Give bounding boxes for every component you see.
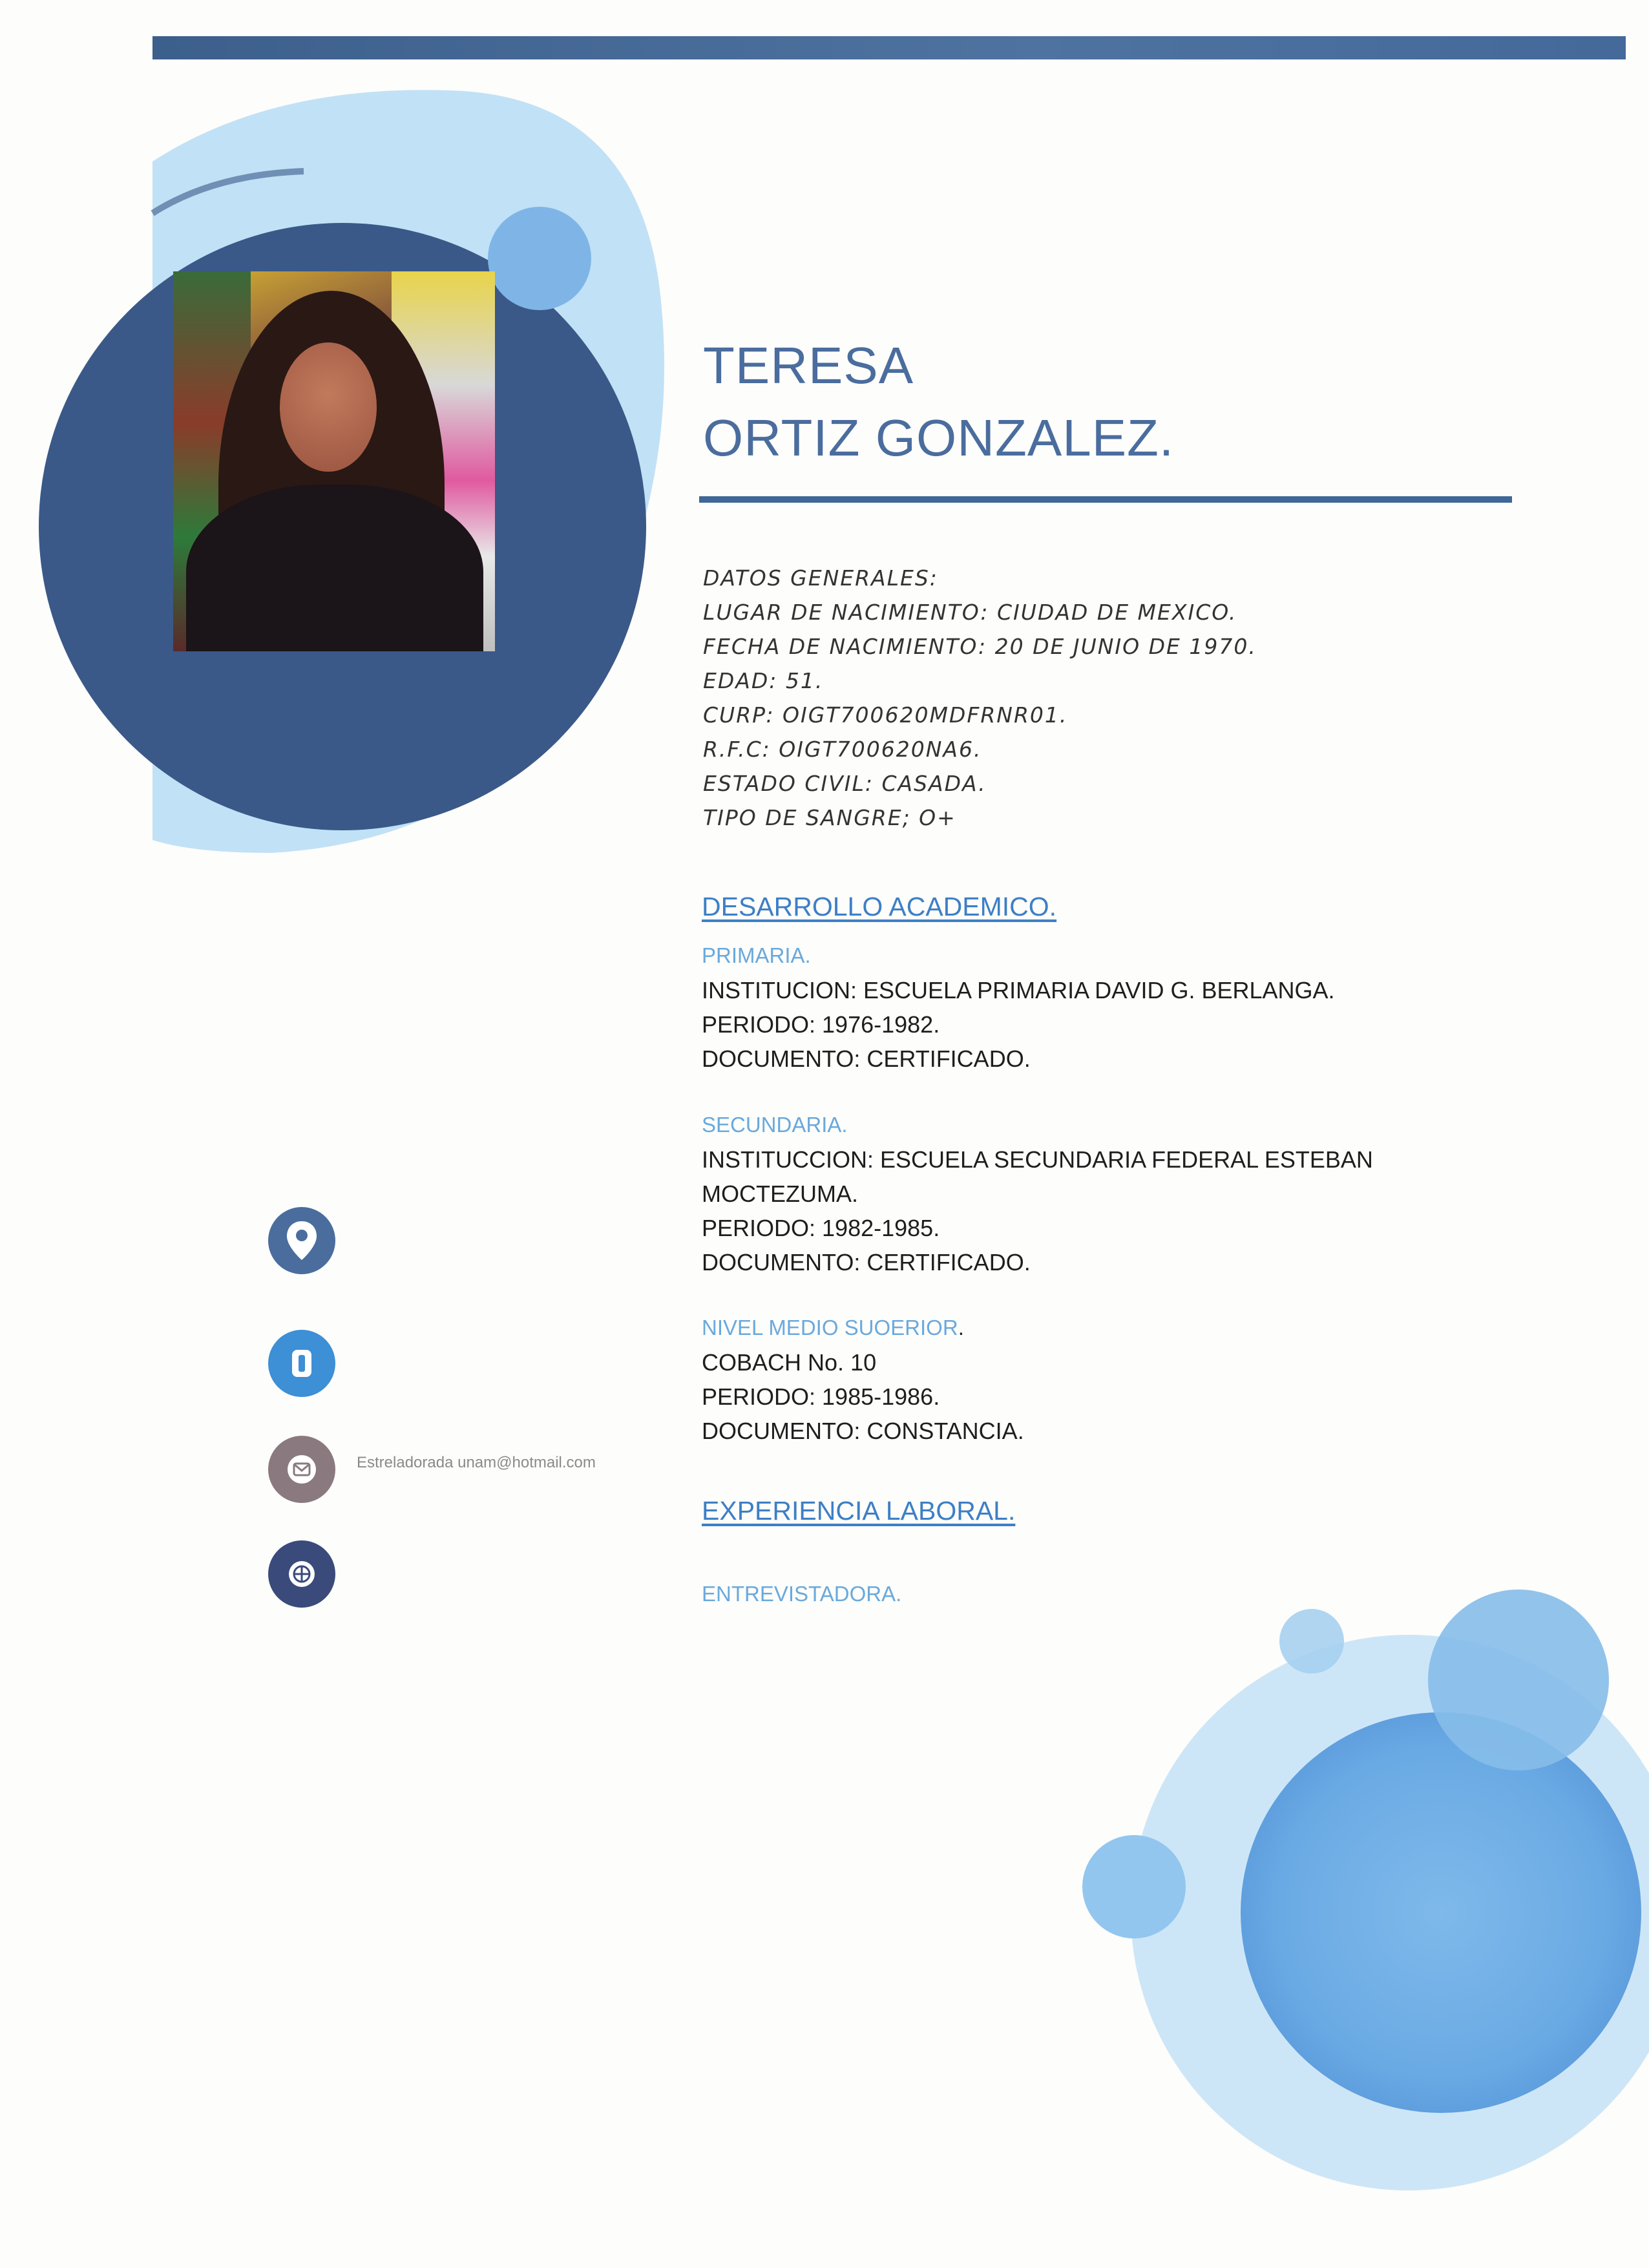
general-line: LUGAR DE NACIMIENTO: CIUDAD DE MEXICO. xyxy=(703,600,1237,625)
general-line: EDAD: 51. xyxy=(703,668,824,693)
bottom-left-circle xyxy=(1082,1835,1186,1938)
medio-line: PERIODO: 1985-1986. xyxy=(702,1383,940,1410)
email-icon xyxy=(268,1436,335,1503)
bottom-big-circle xyxy=(1241,1712,1641,2113)
name-underline xyxy=(699,496,1512,503)
medio-label-period: . xyxy=(958,1316,964,1339)
email-address[interactable]: Estreladorada unam@hotmail.com xyxy=(357,1454,596,1471)
general-line: R.F.C: OIGT700620NA6. xyxy=(703,737,982,762)
primaria-line: PERIODO: 1976-1982. xyxy=(702,1011,940,1038)
primaria-line: INSTITUCION: ESCUELA PRIMARIA DAVID G. BERLANGA. xyxy=(702,977,1335,1003)
secundaria-line: PERIODO: 1982-1985. xyxy=(702,1215,940,1241)
bottom-tiny-circle xyxy=(1279,1609,1344,1674)
web-icon xyxy=(268,1540,335,1608)
medio-line: DOCUMENTO: CONSTANCIA. xyxy=(702,1418,1024,1444)
location-icon xyxy=(268,1207,335,1274)
primaria-line: DOCUMENTO: CERTIFICADO. xyxy=(702,1045,1031,1072)
profile-photo xyxy=(173,271,495,651)
last-name: ORTIZ GONZALEZ. xyxy=(703,409,1175,467)
secundaria-line: MOCTEZUMA. xyxy=(702,1181,858,1207)
secundaria-label: SECUNDARIA. xyxy=(702,1113,848,1137)
medio-line: COBACH No. 10 xyxy=(702,1349,877,1376)
general-line: TIPO DE SANGRE; O+ xyxy=(703,805,956,830)
general-line: FECHA DE NACIMIENTO: 20 DE JUNIO DE 1970. xyxy=(703,634,1257,659)
general-line: CURP: OIGT700620MDFRNR01. xyxy=(703,702,1068,728)
secundaria-line: DOCUMENTO: CERTIFICADO. xyxy=(702,1249,1031,1276)
top-small-circle xyxy=(488,207,591,310)
experience-item: ENTREVISTADORA. xyxy=(702,1582,902,1606)
medio-label xyxy=(702,1316,964,1340)
general-heading: DATOS GENERALES: xyxy=(703,565,938,591)
medio-label-text: NIVEL MEDIO SUOERIOR xyxy=(702,1316,958,1339)
bottom-top-circle xyxy=(1428,1590,1609,1770)
general-line: ESTADO CIVIL: CASADA. xyxy=(703,771,987,796)
experience-title: EXPERIENCIA LABORAL. xyxy=(702,1496,1016,1526)
primaria-label: PRIMARIA. xyxy=(702,943,811,967)
academic-title: DESARROLLO ACADEMICO. xyxy=(702,892,1057,921)
secundaria-line: INSTITUCCION: ESCUELA SECUNDARIA FEDERAL ESTEBAN xyxy=(702,1146,1373,1173)
phone-icon xyxy=(268,1330,335,1397)
first-name: TERESA xyxy=(703,337,914,394)
